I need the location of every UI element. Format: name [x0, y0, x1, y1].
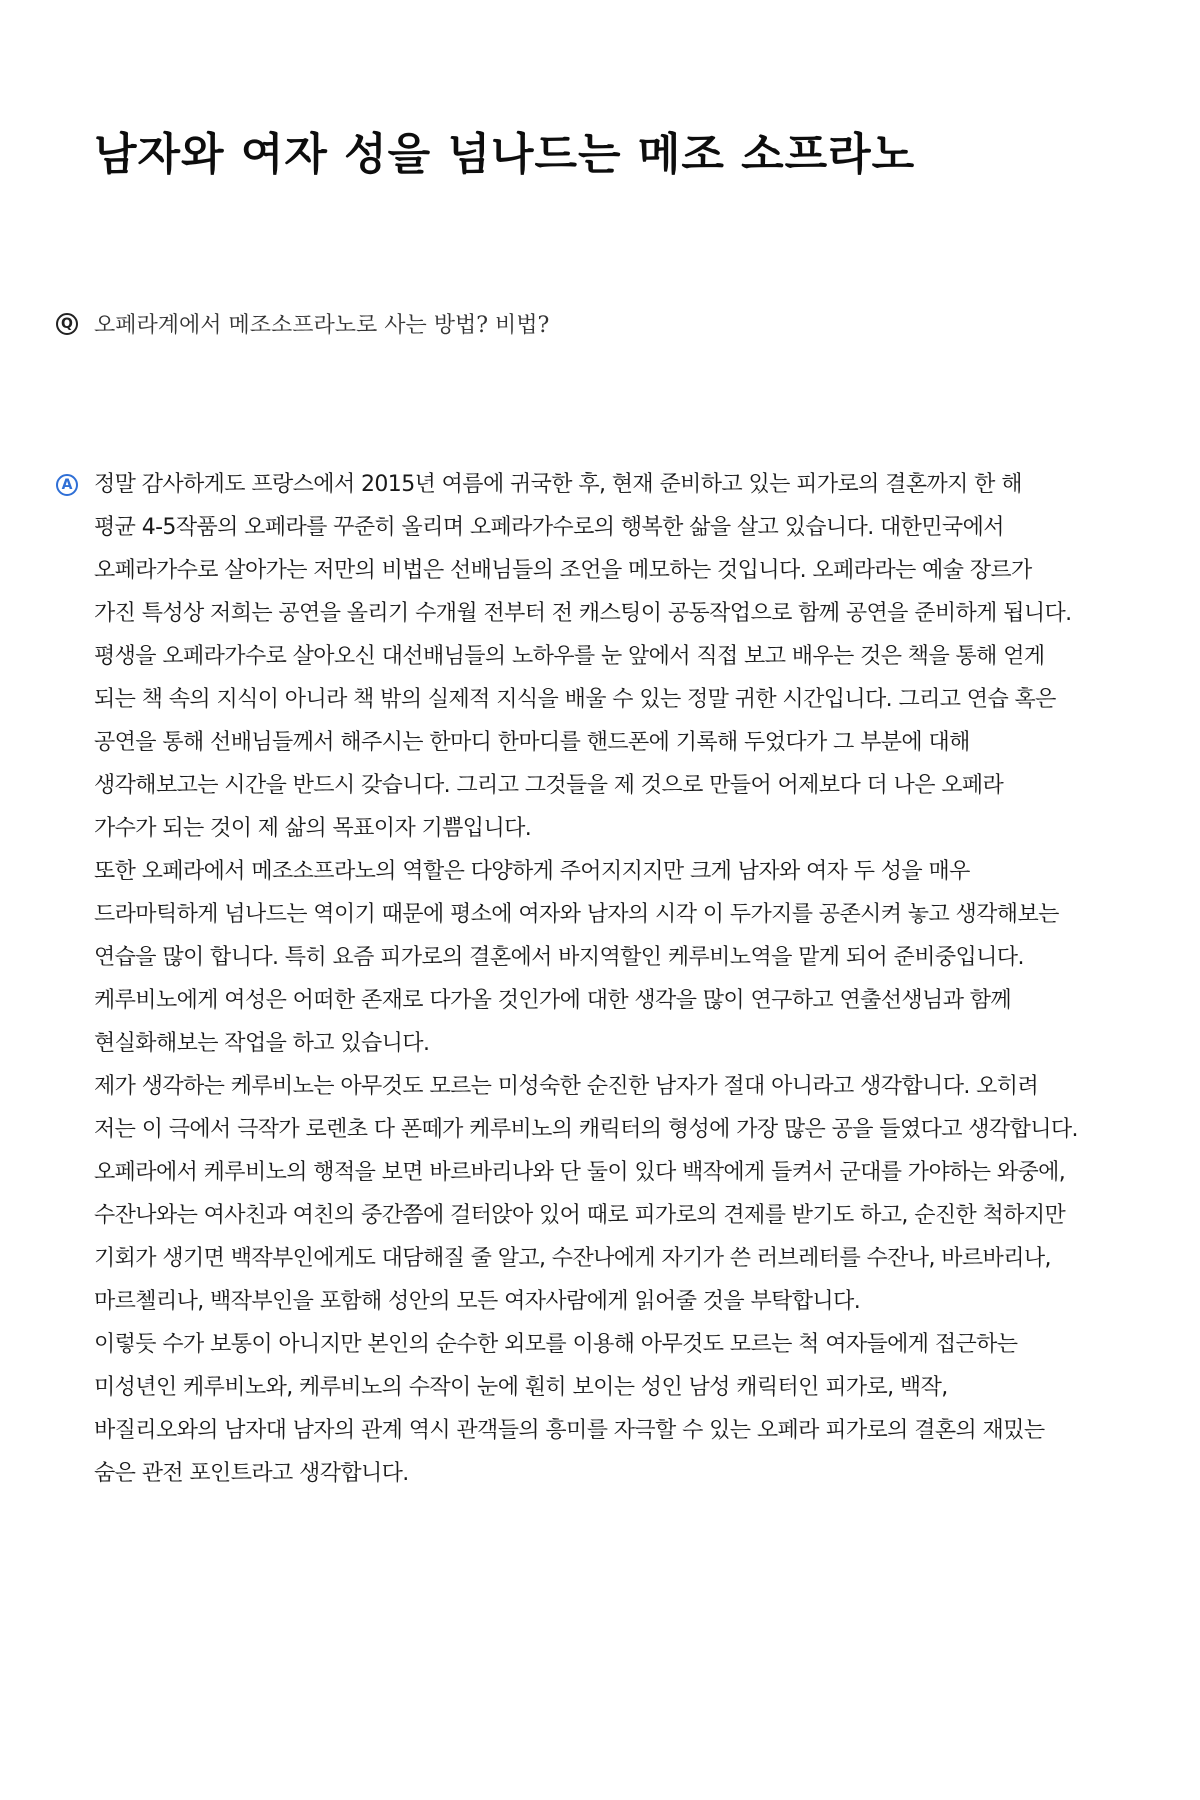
answer-line: 제가 생각하는 케루비노는 아무것도 모르는 미성숙한 순진한 남자가 절대 아니라고 생각합니다. 오히려: [94, 1074, 1039, 1099]
answer-line: 미성년인 케루비노와, 케루비노의 수작이 눈에 훤히 보이는 성인 남성 캐릭터인 피가로, 백작,: [94, 1375, 948, 1400]
question-text: 오페라계에서 메조소프라노로 사는 방법? 비법?: [94, 313, 550, 338]
answer-line: 되는 책 속의 지식이 아니라 책 밖의 실제적 지식을 배울 수 있는 정말 귀한 시간입니다. 그리고 연습 혹은: [94, 687, 1056, 712]
answer-line: 기회가 생기면 백작부인에게도 대담해질 줄 알고, 수잔나에게 자기가 쓴 러브레터를 수잔나, 바르바리나,: [94, 1246, 1051, 1271]
answer-line: 저는 이 극에서 극작가 로렌초 다 폰떼가 케루비노의 캐릭터의 형성에 가장 많은 공을 들였다고 생각합니다.: [94, 1117, 1078, 1142]
answer-line: 생각해보고는 시간을 반드시 갖습니다. 그리고 그것들을 제 것으로 만들어 어제보다 더 나은 오페라: [94, 773, 1004, 798]
answer-line: 가수가 되는 것이 제 삶의 목표이자 기쁨입니다.: [94, 816, 532, 841]
answer-badge-icon: A: [56, 474, 78, 496]
answer-line: 정말 감사하게도 프랑스에서 2015년 여름에 귀국한 후, 현재 준비하고 있는 피가로의 결혼까지 한 해: [94, 472, 1022, 497]
question-block: [56, 308, 549, 339]
page-title: 남자와 여자 성을 넘나드는 메조 소프라노: [94, 129, 916, 180]
answer-line: 평균 4-5작품의 오페라를 꾸준히 올리며 오페라가수로의 행복한 삶을 살고 있습니다. 대한민국에서: [94, 515, 1004, 540]
answer-line: 공연을 통해 선배님들께서 해주시는 한마디 한마디를 핸드폰에 기록해 두었다가 그 부분에 대해: [94, 730, 970, 755]
answer-line: 숨은 관전 포인트라고 생각합니다.: [94, 1461, 409, 1486]
answer-line: 현실화해보는 작업을 하고 있습니다.: [94, 1031, 430, 1056]
answer-line: 케루비노에게 여성은 어떠한 존재로 다가올 것인가에 대한 생각을 많이 연구하고 연출선생님과 함께: [94, 988, 1012, 1013]
answer-body: [94, 463, 1156, 1495]
answer-line: 수잔나와는 여사친과 여친의 중간쯤에 걸터앉아 있어 때로 피가로의 견제를 받기도 하고, 순진한 척하지만: [94, 1203, 1066, 1228]
question-badge-icon: Q: [56, 313, 78, 335]
answer-line: 평생을 오페라가수로 살아오신 대선배님들의 노하우를 눈 앞에서 직접 보고 배우는 것은 책을 통해 얻게: [94, 644, 1045, 669]
answer-line: 드라마틱하게 넘나드는 역이기 때문에 평소에 여자와 남자의 시각 이 두가지를 공존시켜 놓고 생각해보는: [94, 902, 1059, 927]
answer-line: 가진 특성상 저희는 공연을 올리기 수개월 전부터 전 캐스팅이 공동작업으로 함께 공연을 준비하게 됩니다.: [94, 601, 1072, 626]
answer-line: 바질리오와의 남자대 남자의 관계 역시 관객들의 흥미를 자극할 수 있는 오페라 피가로의 결혼의 재밌는: [94, 1418, 1045, 1443]
answer-line: 마르첼리나, 백작부인을 포함해 성안의 모든 여자사람에게 읽어줄 것을 부탁합니다.: [94, 1289, 861, 1314]
answer-line: 또한 오페라에서 메조소프라노의 역할은 다양하게 주어지지지만 크게 남자와 여자 두 성을 매우: [94, 859, 970, 884]
answer-line: 연습을 많이 합니다. 특히 요즘 피가로의 결혼에서 바지역할인 케루비노역을 맡게 되어 준비중입니다.: [94, 945, 1024, 970]
answer-line: 이렇듯 수가 보통이 아니지만 본인의 순수한 외모를 이용해 아무것도 모르는 척 여자들에게 접근하는: [94, 1332, 1018, 1357]
answer-line: 오페라에서 케루비노의 행적을 보면 바르바리나와 단 둘이 있다 백작에게 들켜서 군대를 가야하는 와중에,: [94, 1160, 1066, 1185]
answer-line: 오페라가수로 살아가는 저만의 비법은 선배님들의 조언을 메모하는 것입니다. 오페라라는 예술 장르가: [94, 558, 1032, 583]
